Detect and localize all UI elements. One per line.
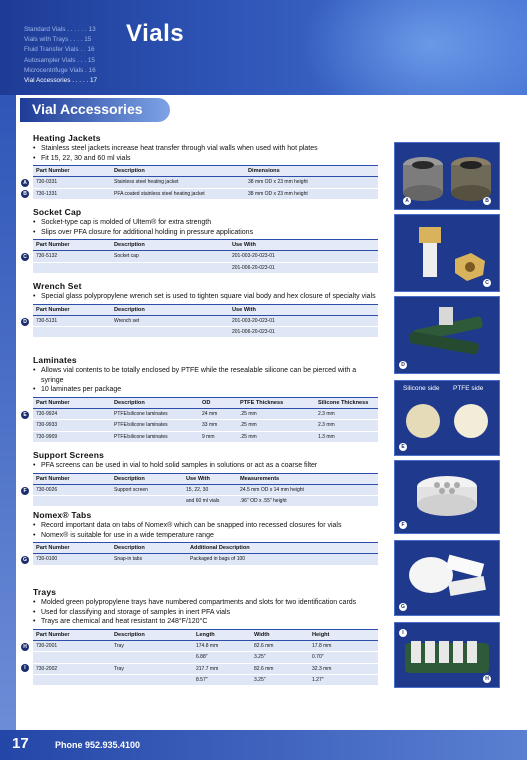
section-heading: Trays (33, 587, 57, 597)
cell: Socket cap (111, 251, 229, 262)
photo-label-h: H (483, 675, 491, 683)
col-header: Width (251, 629, 309, 640)
cell: Snap-in tabs (111, 554, 187, 565)
col-header: Part Number (33, 166, 111, 177)
bullet: • PFA screens can be used in vial to hold solid samples in solutions or act as a coarse filter (33, 461, 378, 471)
ptfe-side-label: PTFE side (453, 385, 484, 392)
section-heading: Wrench Set (33, 281, 82, 291)
table-row (33, 420, 378, 431)
marker-e: E (21, 411, 29, 419)
wrench-set-image (395, 297, 499, 373)
cell: .96" OD x .55" height (237, 495, 378, 506)
nomex-tabs-table (33, 542, 378, 565)
cell: 9 mm (199, 431, 237, 442)
cell: 32.3 mm (309, 663, 378, 674)
section-tab (20, 98, 170, 122)
cell (33, 262, 111, 273)
photo-support-screens (394, 460, 500, 534)
col-header: Dimensions (245, 166, 378, 177)
cell: 24.5 mm OD x 14 mm height (237, 484, 378, 495)
cell: 201-006-20-023-01 (229, 262, 378, 273)
cell: 1.27" (309, 674, 378, 685)
silicone-side-label: Silicone side (403, 385, 440, 392)
cell (33, 495, 111, 506)
photo-nomex-tabs (394, 540, 500, 616)
col-header: Description (111, 543, 187, 554)
cell: 730-5131 (33, 315, 111, 326)
toc-item[interactable]: Fluid Transfer Vials . . 16 (24, 46, 95, 54)
cell: 201-003-20-023-01 (229, 251, 378, 262)
section-heading: Socket Cap (33, 207, 82, 217)
col-header: Description (111, 629, 193, 640)
col-header: Use With (183, 473, 237, 484)
marker-a: A (21, 179, 29, 187)
col-header: PTFE Thickness (237, 397, 315, 408)
table-row (33, 663, 378, 674)
table-row (33, 177, 378, 188)
marker-d: D (21, 318, 29, 326)
section-heading: Laminates (33, 355, 77, 365)
marker-h: H (21, 643, 29, 651)
toc-item[interactable]: Vials with Trays . . . . 15 (24, 36, 92, 44)
col-header: Use With (229, 304, 378, 315)
cell: PTFE/silicone laminates (111, 420, 199, 431)
cell: 730-2001 (33, 640, 111, 651)
table-row (33, 408, 378, 419)
cell: 24 mm (199, 408, 237, 419)
cell: 201-003-20-023-01 (229, 315, 378, 326)
marker-c: C (21, 253, 29, 261)
photo-laminates (394, 380, 500, 456)
cell: Wrench set (111, 315, 229, 326)
photo-heating-jackets (394, 142, 500, 210)
photo-wrench-set (394, 296, 500, 374)
nomex-tabs-section (23, 510, 378, 566)
wrench-set-section (23, 281, 378, 338)
bullet: • Fit 15, 22, 30 and 60 ml vials (33, 154, 378, 164)
col-header: Part Number (33, 240, 111, 251)
cell: Support screen (111, 484, 183, 495)
section-title: Vial Accessories (32, 101, 143, 117)
table-row (33, 495, 378, 506)
laminates-section (23, 355, 378, 443)
marker-g: G (21, 556, 29, 564)
photo-trays (394, 622, 500, 688)
col-header: Use With (229, 240, 378, 251)
col-header: Description (111, 166, 245, 177)
photo-socket-cap (394, 214, 500, 292)
socket-cap-table (33, 239, 378, 274)
cell: 174.8 mm (193, 640, 251, 651)
photo-label-d: D (399, 361, 407, 369)
bullet: • Special glass polypropylene wrench set is used to tighten square vial body and hex closure of specialty vials (33, 292, 378, 302)
cell (111, 495, 183, 506)
cell: 730-0100 (33, 554, 111, 565)
col-header: Additional Description (187, 543, 378, 554)
cell: and 60 ml vials (183, 495, 237, 506)
section-heading: Nomex® Tabs (33, 510, 92, 520)
cell: .25 mm (237, 431, 315, 442)
page-title: Vials (126, 20, 185, 47)
bullet: • Slips over PFA closure for additional holding in pressure applications (33, 228, 378, 238)
col-header: Height (309, 629, 378, 640)
toc-item-active[interactable]: Vial Accessories . . . . . 17 (24, 77, 98, 85)
cell: Packaged in bags of 100 (187, 554, 378, 565)
table-row (33, 326, 378, 337)
col-header: Part Number (33, 629, 111, 640)
cell: 3.25" (251, 674, 309, 685)
col-header: Part Number (33, 304, 111, 315)
cell: 38 mm OD x 23 mm height (245, 177, 378, 188)
page-number: 17 (12, 735, 29, 752)
marker-b: B (21, 190, 29, 198)
col-header: Description (111, 397, 199, 408)
cell: 730-2002 (33, 663, 111, 674)
cell: PTFE/silicone laminates (111, 408, 199, 419)
table-row (33, 554, 378, 565)
support-screens-section (23, 450, 378, 507)
cell: Stainless steel heating jacket (111, 177, 245, 188)
cell: 82.6 mm (251, 640, 309, 651)
cell: 1.3 mm (315, 431, 378, 442)
table-row (33, 315, 378, 326)
col-header: Part Number (33, 543, 111, 554)
laminates-table (33, 397, 378, 443)
cell: 33 mm (199, 420, 237, 431)
cell: .25 mm (237, 420, 315, 431)
support-screens-table (33, 473, 378, 508)
cell: 0.70" (309, 652, 378, 663)
toc-item[interactable]: Standard Vials . . . . . . 13 (24, 26, 96, 33)
cell (33, 652, 111, 663)
trays-table (33, 629, 378, 687)
section-heading: Support Screens (33, 450, 105, 460)
table-row (33, 484, 378, 495)
toc-item[interactable]: Autosampler Vials . . . 15 (24, 56, 95, 64)
cell: 730-9933 (33, 420, 111, 431)
bullet: • Allows vial contents to be totally enclosed by PTFE while the resealable silicone can be pierced with a syringe (33, 366, 378, 385)
photo-label-g: G (399, 603, 407, 611)
cell: PFA coated stainless steel heating jacket (111, 188, 245, 199)
cell (33, 674, 111, 685)
bullet: • Socket-type cap is molded of Ultem® for extra strength (33, 218, 378, 228)
cell: 2.3 mm (315, 408, 378, 419)
table-of-contents (24, 25, 104, 86)
left-accent-strip (0, 95, 16, 760)
cell (111, 326, 229, 337)
col-header: OD (199, 397, 237, 408)
heating-jackets-table (33, 165, 378, 200)
cell: 3.25" (251, 652, 309, 663)
col-header: Description (111, 473, 183, 484)
cell: 730-1331 (33, 188, 111, 199)
trays-section (23, 587, 378, 686)
support-screen-image (395, 461, 499, 533)
table-row (33, 674, 378, 685)
cell: 730-0026 (33, 484, 111, 495)
photo-label-e: E (399, 443, 407, 451)
cell (111, 674, 193, 685)
cell: PTFE/silicone laminates (111, 431, 199, 442)
cell: 17.8 mm (309, 640, 378, 651)
marker-i: I (21, 664, 29, 672)
photo-label-c: C (483, 279, 491, 287)
table-row (33, 431, 378, 442)
cell (111, 262, 229, 273)
cell: 15, 22, 30 (183, 484, 237, 495)
heating-jackets-section (23, 133, 378, 200)
table-row (33, 251, 378, 262)
col-header: Part Number (33, 473, 111, 484)
cell: 217.7 mm (193, 663, 251, 674)
socket-cap-section (23, 207, 378, 274)
cell: 730-9924 (33, 408, 111, 419)
cell: .25 mm (237, 408, 315, 419)
cell: 82.6 mm (251, 663, 309, 674)
table-row (33, 640, 378, 651)
bullet: • Molded green polypropylene trays have numbered compartments and slots for two identification cards (33, 598, 378, 608)
cell: 730-0331 (33, 177, 111, 188)
cell: 38 mm OD x 23 mm height (245, 188, 378, 199)
bullet: • Stainless steel jackets increase heat transfer through vial walls when used with hot plates (33, 144, 378, 154)
bullet: • Record important data on tabs of Nomex® which can be snapped into recessed closures for vials (33, 521, 378, 531)
toc-item[interactable]: Microcentrifuge Vials . 16 (24, 66, 96, 74)
marker-f: F (21, 487, 29, 495)
cell: Tray (111, 640, 193, 651)
cell: 730-5132 (33, 251, 111, 262)
phone-number: Phone 952.935.4100 (55, 740, 141, 750)
col-header: Part Number (33, 397, 111, 408)
cell: 730-9909 (33, 431, 111, 442)
section-heading: Heating Jackets (33, 133, 101, 143)
cell: 2.3 mm (315, 420, 378, 431)
table-row (33, 652, 378, 663)
cell: Tray (111, 663, 193, 674)
cell: 201-006-20-023-01 (229, 326, 378, 337)
bullet: • Trays are chemical and heat resistant to 248°F/120°C (33, 617, 378, 627)
photo-label-i: I (399, 629, 407, 637)
col-header: Description (111, 240, 229, 251)
bullet: • Nomex® is suitable for use in a wide temperature range (33, 531, 378, 541)
nomex-tabs-image (395, 541, 499, 615)
photo-label-f: F (399, 521, 407, 529)
col-header: Silicone Thickness (315, 397, 378, 408)
photo-label-b: B (483, 197, 491, 205)
table-row (33, 262, 378, 273)
cell: 8.57" (193, 674, 251, 685)
wrench-set-table (33, 304, 378, 339)
cell (111, 652, 193, 663)
cell: 6.88" (193, 652, 251, 663)
laminates-image (395, 381, 499, 455)
col-header: Measurements (237, 473, 378, 484)
header-glow (300, 0, 527, 95)
bullet: • 10 laminates per package (33, 385, 378, 395)
photo-label-a: A (403, 197, 411, 205)
bullet: • Used for classifying and storage of samples in inert PFA vials (33, 608, 378, 618)
col-header: Length (193, 629, 251, 640)
cell (33, 326, 111, 337)
col-header: Description (111, 304, 229, 315)
table-row (33, 188, 378, 199)
